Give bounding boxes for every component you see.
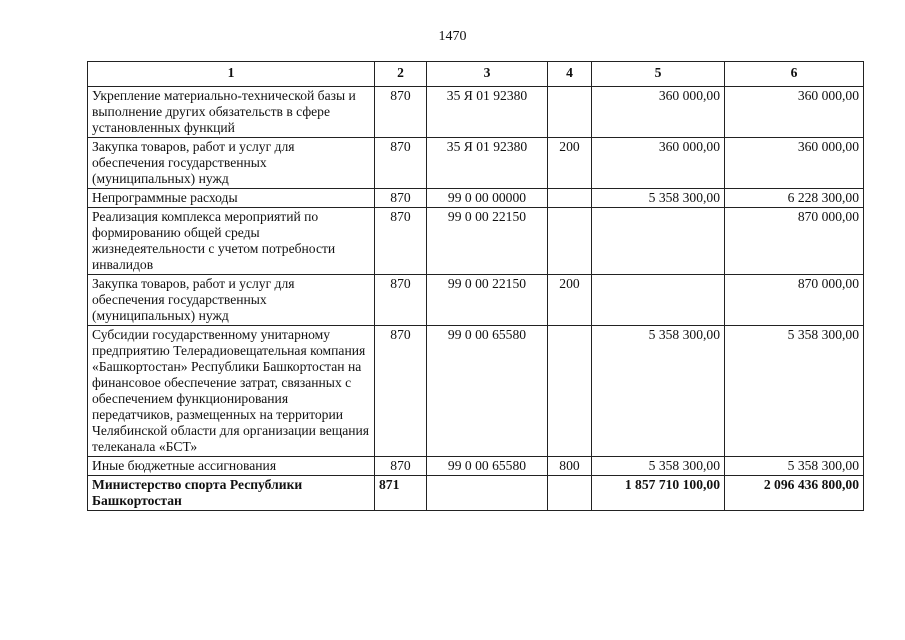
row-type xyxy=(548,208,592,275)
row-type: 800 xyxy=(548,457,592,476)
row-name: Реализация комплекса мероприятий по формированию общей среды жизнедеятельности с учетом потребности инвалидов xyxy=(88,208,375,275)
row-type: 200 xyxy=(548,138,592,189)
table-row xyxy=(88,275,864,326)
row-sum-2: 5 358 300,00 xyxy=(725,457,864,476)
row-sum-2: 870 000,00 xyxy=(725,275,864,326)
row-article: 99 0 00 22150 xyxy=(427,208,548,275)
row-sum-1: 360 000,00 xyxy=(592,138,725,189)
row-sum-2: 6 228 300,00 xyxy=(725,189,864,208)
row-name: Укрепление материально-технической базы и выполнение других обязательств в сфере установленных функций xyxy=(88,87,375,138)
row-sum-1: 360 000,00 xyxy=(592,87,725,138)
row-sum-2: 360 000,00 xyxy=(725,87,864,138)
row-type: 200 xyxy=(548,275,592,326)
row-article: 35 Я 01 92380 xyxy=(427,87,548,138)
row-sum-1: 1 857 710 100,00 xyxy=(592,476,725,511)
row-name: Закупка товаров, работ и услуг для обеспечения государственных (муниципальных) нужд xyxy=(88,138,375,189)
row-sum-2: 2 096 436 800,00 xyxy=(725,476,864,511)
row-code: 870 xyxy=(375,326,427,457)
table-row xyxy=(88,87,864,138)
row-article: 99 0 00 00000 xyxy=(427,189,548,208)
row-sum-1: 5 358 300,00 xyxy=(592,189,725,208)
header-col-5: 5 xyxy=(592,62,725,87)
table-row xyxy=(88,457,864,476)
row-type xyxy=(548,189,592,208)
table-row xyxy=(88,326,864,457)
row-name: Министерство спорта Республики Башкортостан xyxy=(88,476,375,511)
header-col-1: 1 xyxy=(88,62,375,87)
table-row xyxy=(88,189,864,208)
row-sum-2: 360 000,00 xyxy=(725,138,864,189)
row-type xyxy=(548,476,592,511)
row-code: 870 xyxy=(375,87,427,138)
row-article: 35 Я 01 92380 xyxy=(427,138,548,189)
header-col-3: 3 xyxy=(427,62,548,87)
row-code: 870 xyxy=(375,457,427,476)
row-code: 870 xyxy=(375,208,427,275)
budget-table xyxy=(87,61,864,511)
row-article: 99 0 00 22150 xyxy=(427,275,548,326)
row-name: Закупка товаров, работ и услуг для обеспечения государственных (муниципальных) нужд xyxy=(88,275,375,326)
table-row xyxy=(88,138,864,189)
table-row-total xyxy=(88,476,864,511)
row-type xyxy=(548,326,592,457)
row-name: Субсидии государственному унитарному предприятию Телерадиовещательная компания «Башкортостан» Республики Башкортостан на финансовое обеспечение затрат, связанных с обеспечением функционирования передатчиков, размещенных на территории Челябинской области для организации вещания телеканала «БСТ» xyxy=(88,326,375,457)
row-article: 99 0 00 65580 xyxy=(427,326,548,457)
row-code: 870 xyxy=(375,189,427,208)
row-code: 871 xyxy=(375,476,427,511)
row-sum-2: 5 358 300,00 xyxy=(725,326,864,457)
header-col-4: 4 xyxy=(548,62,592,87)
table-header-row xyxy=(88,62,864,87)
table-row xyxy=(88,208,864,275)
row-code: 870 xyxy=(375,138,427,189)
row-name: Иные бюджетные ассигнования xyxy=(88,457,375,476)
row-sum-1 xyxy=(592,208,725,275)
header-col-6: 6 xyxy=(725,62,864,87)
page-number: 1470 xyxy=(438,29,467,44)
row-code: 870 xyxy=(375,275,427,326)
row-sum-1 xyxy=(592,275,725,326)
row-sum-1: 5 358 300,00 xyxy=(592,457,725,476)
row-article: 99 0 00 65580 xyxy=(427,457,548,476)
row-sum-2: 870 000,00 xyxy=(725,208,864,275)
row-type xyxy=(548,87,592,138)
header-col-2: 2 xyxy=(375,62,427,87)
row-article xyxy=(427,476,548,511)
row-name: Непрограммные расходы xyxy=(88,189,375,208)
row-sum-1: 5 358 300,00 xyxy=(592,326,725,457)
